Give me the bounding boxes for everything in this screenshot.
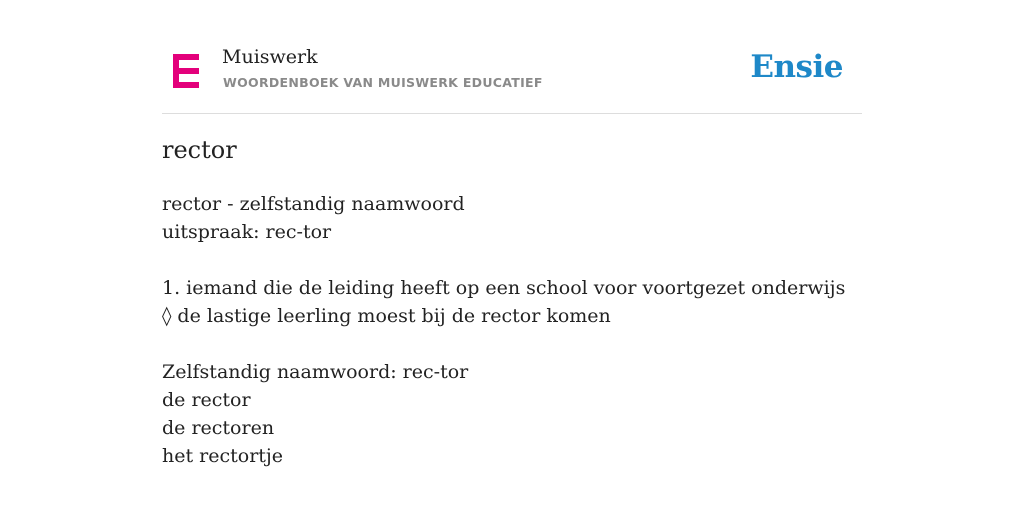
brand-subtitle: WOORDENBOEK VAN MUISWERK EDUCATIEF <box>223 75 543 90</box>
example-line: ◊ de lastige leerling moest bij de rector komen <box>162 305 611 327</box>
page <box>162 0 862 512</box>
entry-body <box>162 190 845 470</box>
ensie-logo[interactable]: Ensie <box>750 49 843 85</box>
grammar-heading: Zelfstandig naamwoord: rec-tor <box>162 361 469 383</box>
brand-name[interactable]: Muiswerk <box>222 46 318 68</box>
site-header <box>162 0 862 114</box>
word-class-line: rector - zelfstandig naamwoord <box>162 193 465 215</box>
form-singular: de rector <box>162 389 251 411</box>
form-plural: de rectoren <box>162 417 275 439</box>
page-title: rector <box>162 136 237 164</box>
definition-line: 1. iemand die de leiding heeft op een school voor voortgezet onderwijs <box>162 277 846 299</box>
spacer <box>162 246 845 274</box>
form-diminutive: het rectortje <box>162 445 284 467</box>
muiswerk-logo-icon[interactable] <box>173 54 199 88</box>
pronunciation-line: uitspraak: rec-tor <box>162 221 332 243</box>
spacer <box>162 330 845 358</box>
